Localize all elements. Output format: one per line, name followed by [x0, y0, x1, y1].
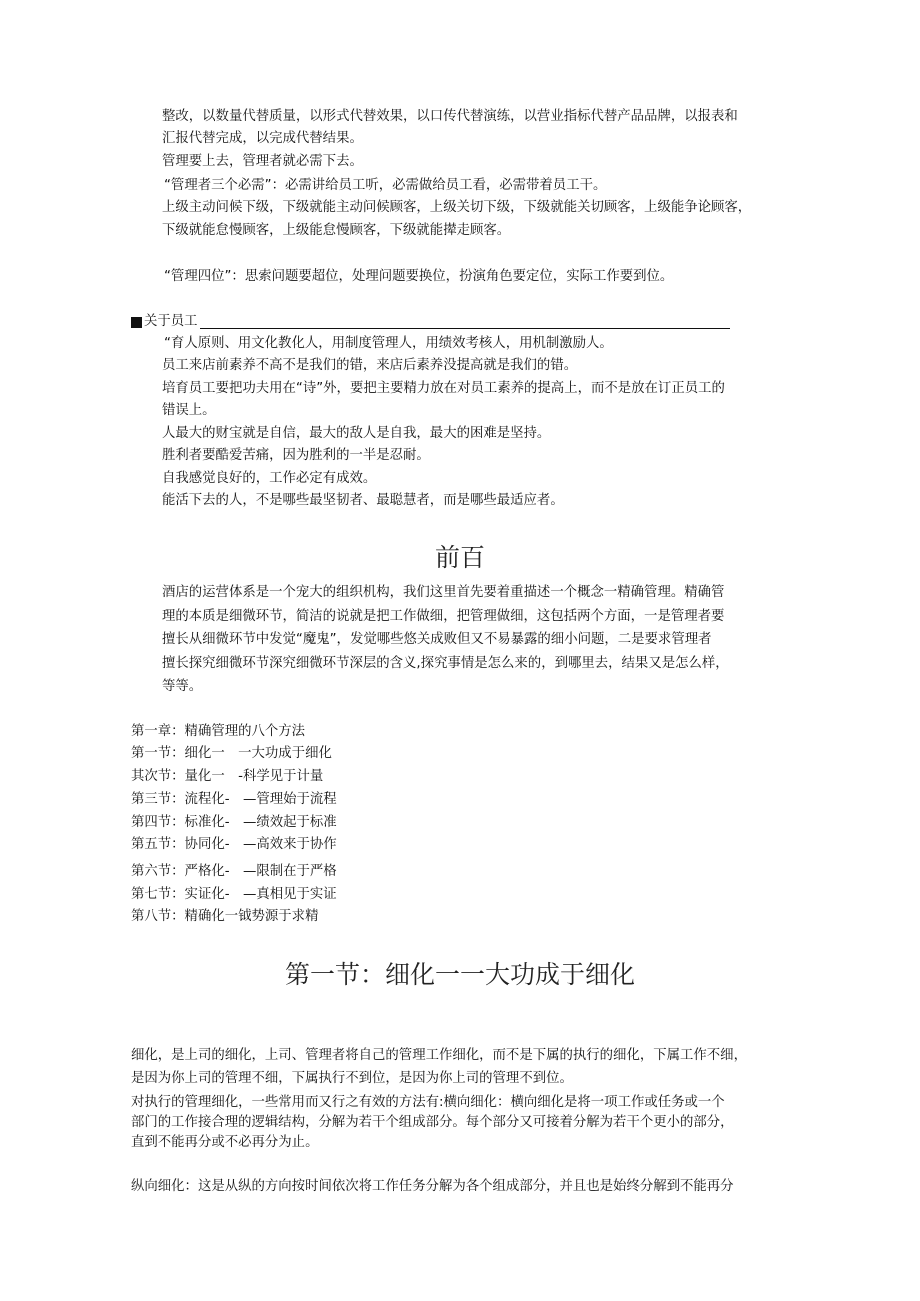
preface-line-4: 擅长探究细微环节深究细微环节深层的含义,探究事情是怎么来的，到哪里去，结果又是怎么样， [162, 656, 729, 671]
staff-line-4: 错误上。 [162, 403, 216, 418]
section-1-para-2a: 对执行的管理细化，一些常用而又行之有效的方法有:横向细化：横向细化是将一项工作或任务或一个 [131, 1095, 725, 1110]
staff-heading-label: 关于员工 [144, 314, 198, 329]
staff-line-6: 胜利者要酷爱苦痛，因为胜利的一半是忍耐。 [162, 448, 430, 463]
mgmt-line-6: 下级就能怠慢顾客，上级能怠慢顾客，下级就能撵走顾客。 [162, 223, 511, 238]
mgmt-line-1: 整改，以数量代替质量，以形式代替效果，以口传代替演练，以营业指标代替产品品牌，以报表和 [162, 109, 738, 124]
preface-line-1: 酒店的运营体系是一个宠大的组织机构，我们这里首先要着重描述一个概念一精确管理。精确管 [162, 585, 725, 600]
toc-item-8: 第八节：精确化一钺势源于求精 [131, 909, 319, 924]
staff-line-2: 员工来店前素养不高不是我们的错，来店后素养没提高就是我们的错。 [162, 358, 578, 373]
mgmt-line-7: “管理四位”：思索问题要超位，处理问题要换位，扮演角色要定位，实际工作要到位。 [164, 269, 674, 284]
toc-item-2: 其次节：量化一 -科学见于计量 [131, 769, 324, 784]
toc-item-3: 第三节：流程化- —管理始于流程 [131, 792, 337, 807]
staff-line-8: 能活下去的人，不是哪些最坚韧者、最聪慧者，而是哪些最适应者。 [162, 493, 564, 508]
section-1-para-2c: 直到不能再分或不必再分为止。 [131, 1135, 319, 1150]
preface-title: 前百 [434, 543, 485, 572]
mgmt-line-5: 上级主动问候下级，下级就能主动问候顾客，上级关切下级，下级就能关切顾客，上级能争论顾客， [162, 200, 752, 215]
toc-item-5: 第五节：协同化- —高效来于协作 [131, 837, 337, 852]
staff-line-3: 培育员工要把功夫用在“诗”外，要把主要精力放在对员工素养的提高上，而不是放在订正员工的 [162, 381, 725, 396]
section-1-para-1a: 细化，是上司的细化，上司、管理者将自己的管理工作细化，而不是下属的执行的细化，下属工作不细， [131, 1048, 747, 1063]
staff-line-1: “育人原则、用文化教化人，用制度管理人，用绩效考核人，用机制激励人。 [164, 336, 613, 351]
staff-line-5: 人最大的财宝就是自信，最大的敌人是自我，最大的困难是坚持。 [162, 426, 551, 441]
mgmt-line-4: “管理者三个必需”：必需讲给员工听，必需做给员工看，必需带着员工干。 [164, 178, 607, 193]
toc-item-4: 第四节：标准化- —绩效起于标准 [131, 815, 337, 830]
heading-rule [200, 316, 730, 329]
section-1-para-2b: 部门的工作接合理的逻辑结构，分解为若干个组成部分。每个部分又可接着分解为若干个更小的部分， [131, 1115, 734, 1130]
toc-chapter: 第一章：精确管理的八个方法 [131, 724, 306, 739]
preface-line-3: 擅长从细微环节中发觉“魔鬼”，发觉哪些悠关成败但又不易暴露的细小问题，二是要求管理者 [162, 632, 712, 647]
toc-item-6: 第六节：严格化- —限制在于严格 [131, 864, 337, 879]
preface-line-5: 等等。 [162, 679, 203, 694]
staff-line-7: 自我感觉良好的，工作必定有成效。 [162, 471, 377, 486]
section-1-title: 第一节：细化一一大功成于细化 [284, 960, 635, 989]
section-1-para-1b: 是因为你上司的管理不细，下属执行不到位，是因为你上司的管理不到位。 [131, 1071, 573, 1086]
toc-item-1: 第一节：细化一 一大功成于细化 [131, 746, 332, 761]
mgmt-line-3: 管理要上去，管理者就必需下去。 [162, 154, 363, 169]
square-bullet-icon [131, 317, 142, 328]
mgmt-line-2: 汇报代替完成，以完成代替结果。 [162, 131, 363, 146]
toc-item-7: 第七节：实证化- —真相见于实证 [131, 887, 337, 902]
staff-heading [131, 312, 730, 332]
section-1-para-3a: 纵向细化：这是从纵的方向按时间依次将工作任务分解为各个组成部分，并且也是始终分解到不能再分 [131, 1179, 734, 1194]
preface-line-2: 理的本质是细微环节，简洁的说就是把工作做细，把管理做细，这包括两个方面，一是管理者要 [162, 609, 725, 624]
